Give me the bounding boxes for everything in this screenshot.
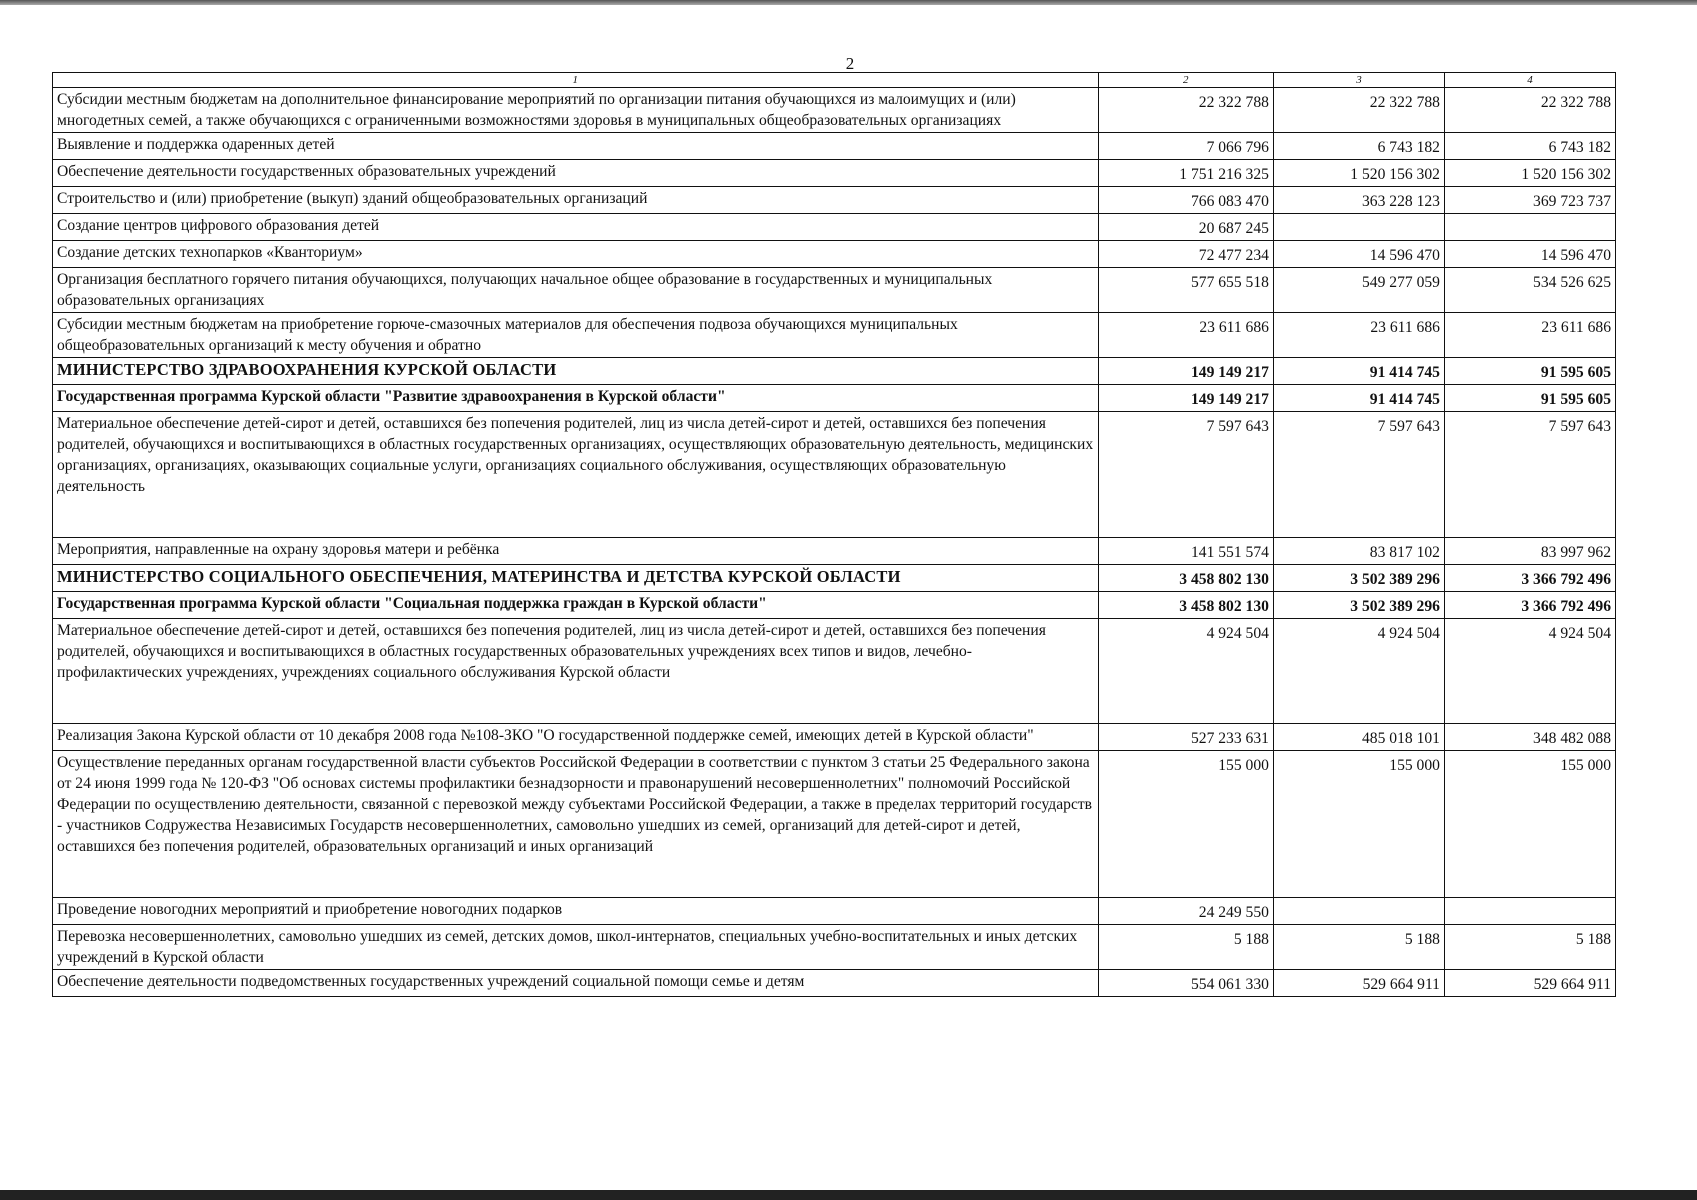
value-col-2: 4 924 504: [1098, 619, 1273, 724]
value-col-3: 5 188: [1273, 925, 1444, 970]
row-name: Осуществление переданных органам государственной власти субъектов Российской Федерации в соответствии с пунктом 3 статьи 25 Федерального закона от 24 июня 1999 года № 120-ФЗ "Об основах системы профилактики безнадзорности и правонарушений несовершеннолетних" полномочий Российской Федерации по осуществлению деятельности, связанной с перевозкой между субъектами Российской Федерации, а также в пределах территорий государств - участников Содружества Независимых Государств несовершеннолетних, самовольно ушедших из семей, организаций для детей-сирот и детей, оставшихся без попечения родителей, образовательных организаций и иных организаций: [53, 751, 1099, 898]
column-header-2: 2: [1098, 73, 1273, 88]
value-col-3: 155 000: [1273, 751, 1444, 898]
value-col-4: 1 520 156 302: [1444, 160, 1615, 187]
row-name: Обеспечение деятельности подведомственных государственных учреждений социальной помощи семье и детям: [53, 970, 1099, 997]
value-col-2: 22 322 788: [1098, 88, 1273, 133]
value-col-4: 3 366 792 496: [1444, 592, 1615, 619]
row-name: Реализация Закона Курской области от 10 декабря 2008 года №108-ЗКО "О государственной поддержке семей, имеющих детей в Курской области": [53, 724, 1099, 751]
value-col-4: 91 595 605: [1444, 358, 1615, 385]
ministry-row-social: [53, 565, 1616, 592]
row-name: Организация бесплатного горячего питания обучающихся, получающих начальное общее образование в государственных и муниципальных образовательных организациях: [53, 268, 1099, 313]
row-name: Выявление и поддержка одаренных детей: [53, 133, 1099, 160]
value-col-3: 83 817 102: [1273, 538, 1444, 565]
scan-top-edge: [0, 0, 1697, 5]
value-col-3: 23 611 686: [1273, 313, 1444, 358]
value-col-3: 6 743 182: [1273, 133, 1444, 160]
row-name: Субсидии местным бюджетам на дополнительное финансирование мероприятий по организации питания обучающихся из малоимущих и (или) многодетных семей, а также обучающихся с ограниченными возможностями здоровья в муниципальных общеобразовательных организациях: [53, 88, 1099, 133]
program-row-social-support: [53, 592, 1616, 619]
value-col-2: 3 458 802 130: [1098, 592, 1273, 619]
value-col-3: [1273, 214, 1444, 241]
value-col-3: 1 520 156 302: [1273, 160, 1444, 187]
table-row: [53, 241, 1616, 268]
ministry-row-health: [53, 358, 1616, 385]
row-name: Государственная программа Курской области "Социальная поддержка граждан в Курской области": [53, 592, 1099, 619]
value-col-3: 4 924 504: [1273, 619, 1444, 724]
value-col-2: 3 458 802 130: [1098, 565, 1273, 592]
value-col-4: 7 597 643: [1444, 412, 1615, 538]
value-col-3: 363 228 123: [1273, 187, 1444, 214]
row-name: Материальное обеспечение детей-сирот и детей, оставшихся без попечения родителей, лиц из числа детей-сирот и детей, оставшихся без попечения родителей, обучающихся и воспитывающихся в областных государственных организациях, осуществляющих образовательную деятельность, медицинских организациях, организациях, оказывающих социальные услуги, организациях социального обслуживания, осуществляющих образовательную деятельность: [53, 412, 1099, 538]
value-col-2: 149 149 217: [1098, 358, 1273, 385]
value-col-3: 3 502 389 296: [1273, 592, 1444, 619]
value-col-3: 91 414 745: [1273, 385, 1444, 412]
table-header-row: [53, 73, 1616, 88]
table-row: [53, 187, 1616, 214]
value-col-3: 14 596 470: [1273, 241, 1444, 268]
table-row: [53, 88, 1616, 133]
table-row: [53, 925, 1616, 970]
value-col-4: 83 997 962: [1444, 538, 1615, 565]
value-col-4: 22 322 788: [1444, 88, 1615, 133]
value-col-3: 7 597 643: [1273, 412, 1444, 538]
row-name: Обеспечение деятельности государственных образовательных учреждений: [53, 160, 1099, 187]
table-row: [53, 133, 1616, 160]
value-col-2: 7 597 643: [1098, 412, 1273, 538]
row-name: Перевозка несовершеннолетних, самовольно ушедших из семей, детских домов, школ-интернатов, специальных учебно-воспитательных и иных детских учреждений в Курской области: [53, 925, 1099, 970]
value-col-2: 155 000: [1098, 751, 1273, 898]
row-name: МИНИСТЕРСТВО СОЦИАЛЬНОГО ОБЕСПЕЧЕНИЯ, МАТЕРИНСТВА И ДЕТСТВА КУРСКОЙ ОБЛАСТИ: [53, 565, 1099, 592]
value-col-2: 554 061 330: [1098, 970, 1273, 997]
row-name: МИНИСТЕРСТВО ЗДРАВООХРАНЕНИЯ КУРСКОЙ ОБЛАСТИ: [53, 358, 1099, 385]
value-col-2: 24 249 550: [1098, 898, 1273, 925]
value-col-3: [1273, 898, 1444, 925]
table-row: [53, 619, 1616, 724]
budget-table: [52, 72, 1616, 997]
value-col-4: 91 595 605: [1444, 385, 1615, 412]
table-row: [53, 160, 1616, 187]
value-col-2: 20 687 245: [1098, 214, 1273, 241]
value-col-2: 23 611 686: [1098, 313, 1273, 358]
value-col-3: 22 322 788: [1273, 88, 1444, 133]
value-col-4: 529 664 911: [1444, 970, 1615, 997]
table-row: [53, 898, 1616, 925]
value-col-2: 577 655 518: [1098, 268, 1273, 313]
value-col-2: 72 477 234: [1098, 241, 1273, 268]
value-col-3: 485 018 101: [1273, 724, 1444, 751]
row-name: Создание центров цифрового образования детей: [53, 214, 1099, 241]
value-col-3: 529 664 911: [1273, 970, 1444, 997]
column-header-3: 3: [1273, 73, 1444, 88]
page-number: 2: [845, 54, 855, 73]
table-row: [53, 970, 1616, 997]
table-row: [53, 268, 1616, 313]
value-col-3: 3 502 389 296: [1273, 565, 1444, 592]
program-row-healthcare: [53, 385, 1616, 412]
table-row: [53, 751, 1616, 898]
table-row: [53, 538, 1616, 565]
value-col-4: 14 596 470: [1444, 241, 1615, 268]
value-col-4: 3 366 792 496: [1444, 565, 1615, 592]
row-name: Субсидии местным бюджетам на приобретение горюче-смазочных материалов для обеспечения подвоза обучающихся муниципальных общеобразовательных организаций к месту обучения и обратно: [53, 313, 1099, 358]
row-name: Проведение новогодних мероприятий и приобретение новогодних подарков: [53, 898, 1099, 925]
value-col-4: [1444, 898, 1615, 925]
value-col-4: 4 924 504: [1444, 619, 1615, 724]
value-col-2: 5 188: [1098, 925, 1273, 970]
value-col-3: 91 414 745: [1273, 358, 1444, 385]
table-row: [53, 214, 1616, 241]
row-name: Государственная программа Курской области "Развитие здравоохранения в Курской области": [53, 385, 1099, 412]
value-col-2: 527 233 631: [1098, 724, 1273, 751]
table-row: [53, 724, 1616, 751]
value-col-2: 141 551 574: [1098, 538, 1273, 565]
value-col-2: 1 751 216 325: [1098, 160, 1273, 187]
column-header-1: 1: [53, 73, 1099, 88]
table-row: [53, 313, 1616, 358]
row-name: Мероприятия, направленные на охрану здоровья матери и ребёнка: [53, 538, 1099, 565]
value-col-2: 766 083 470: [1098, 187, 1273, 214]
value-col-4: 5 188: [1444, 925, 1615, 970]
value-col-4: 6 743 182: [1444, 133, 1615, 160]
column-header-4: 4: [1444, 73, 1615, 88]
value-col-4: 348 482 088: [1444, 724, 1615, 751]
row-name: Строительство и (или) приобретение (выкуп) зданий общеобразовательных организаций: [53, 187, 1099, 214]
value-col-4: [1444, 214, 1615, 241]
row-name: Создание детских технопарков «Кванториум»: [53, 241, 1099, 268]
scan-bottom-edge: [0, 1190, 1697, 1200]
value-col-4: 155 000: [1444, 751, 1615, 898]
row-name: Материальное обеспечение детей-сирот и детей, оставшихся без попечения родителей, лиц из числа детей-сирот и детей, оставшихся без попечения родителей, обучающихся и воспитывающихся в областных государственных образовательных учреждениях всех типов и видов, лечебно-профилактических учреждениях, учреждениях социального обслуживания Курской области: [53, 619, 1099, 724]
table-row: [53, 412, 1616, 538]
value-col-3: 549 277 059: [1273, 268, 1444, 313]
value-col-2: 149 149 217: [1098, 385, 1273, 412]
value-col-4: 23 611 686: [1444, 313, 1615, 358]
value-col-4: 534 526 625: [1444, 268, 1615, 313]
value-col-4: 369 723 737: [1444, 187, 1615, 214]
value-col-2: 7 066 796: [1098, 133, 1273, 160]
